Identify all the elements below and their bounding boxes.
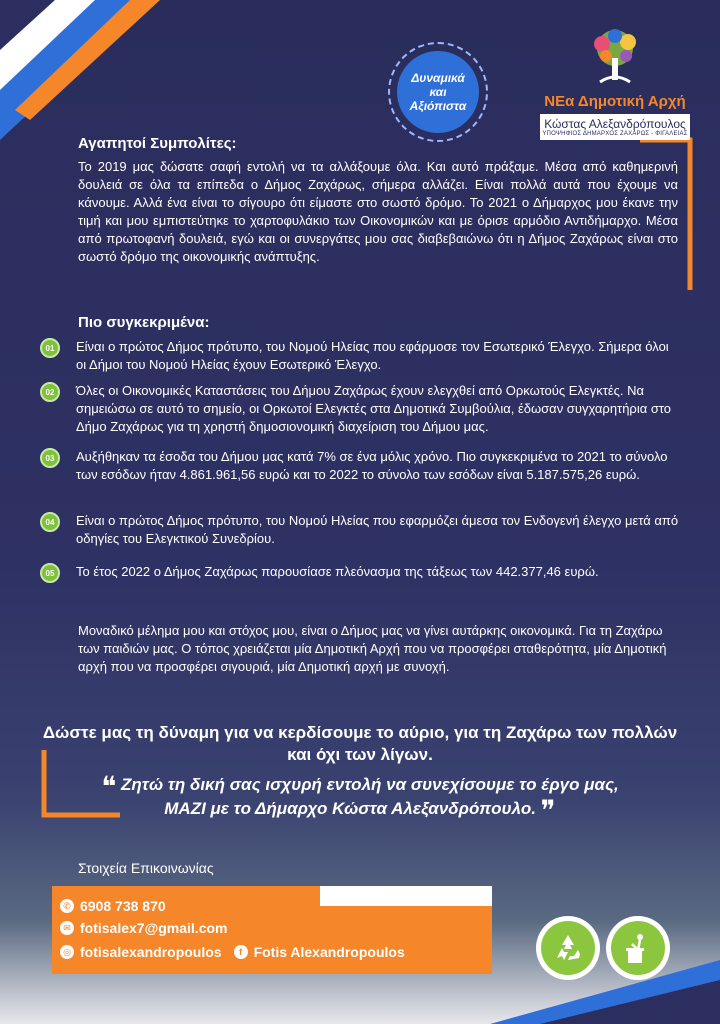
closing-paragraph: Μοναδικό μέλημα μου και στόχος μου, είναι ο Δήμος μας να γίνει αυτάρκης οικονομικά. Για τη Ζαχάρω των παιδιών μας. Ο τόπος χρειάζεται μία Δημοτική Αρχή που να προσφέρει σταθερότητα, μία Δημοτική αρχή που να προσφέρει σιγουριά, μία Δημοτική αρχή με συνοχή. [78,623,667,674]
quote-line1: Ζητώ τη δική σας ισχυρή εντολή να συνεχίσουμε το έργο μας, [121,775,619,794]
contact-box-accent [320,886,492,906]
list-item [40,448,680,484]
list-item [40,382,680,436]
phone-number: 6908 738 870 [80,898,166,914]
recycle-badge [536,916,600,980]
quote-block [40,771,680,826]
intro-paragraph: Το 2019 μας δώσατε σαφή εντολή να τα αλλάξουμε όλα. Και αυτό πράξαμε. Μέσα από καθημερινή δουλειά σε όλα τα επίπεδα ο Δήμος Ζαχάρως, σήμερα αλλάζει. Είναι πολλά αυτά που έχουμε να κάνουμε. Αλλά ένα είναι το σίγουρο ότι είμαστε στο σωστό δρόμο. Το 2021 ο Δήμαρχος μου έκανε την τιμή και μου εμπιστεύτηκε το χαρτοφυλάκιο των Οικονομικών και με όρισε αρμόδιο Αντιδήμαρχο. Μέσα από πρωτοφανή δουλειά, εγώ και οι συνεργάτες μου σας διαβεβαιώνω ότι η Δήμος Ζαχάρως είναι στο σωστό δρόμο της οικονομικής ανάπτυξης. [78,159,678,264]
facebook-icon: f [234,945,248,959]
greeting-heading: Αγαπητοί Συμπολίτες: [78,135,237,152]
item-number-badge: 05 [40,563,60,583]
section-title: Πιο συγκεκριμένα: [78,314,210,331]
list-item [40,338,680,374]
item-text: Το έτος 2022 ο Δήμος Ζαχάρως παρουσίασε πλεόνασμα της τάξεως των 442.377,46 ευρώ. [76,564,599,579]
trash-badge [606,916,670,980]
slogan-badge [388,42,488,142]
phone-row[interactable] [60,898,166,914]
badge-line1: Δυναμικά [411,71,465,85]
item-text: Είναι ο πρώτος Δήμος πρότυπο, του Νομού Ηλείας που εφαρμόζει άμεσα τον Ενδογενή έλεγχο μετά από οδηγίες του Ελεγκτικού Συνεδρίου. [76,513,679,546]
call-to-action: Δώστε μας τη δύναμη για να κερδίσουμε το αύριο, για τη Ζαχάρω των πολλών και όχι των λίγων. [42,723,678,764]
close-quote-icon: ❞ [540,795,556,826]
contact-heading: Στοιχεία Επικοινωνίας [78,860,214,876]
list-item [40,563,680,583]
facebook-handle[interactable]: Fotis Alexandropoulos [253,944,405,960]
item-text: Αυξήθηκαν τα έσοδα του Δήμου μας κατά 7% σε ένα μόλις χρόνο. Πιο συγκεκριμένα το 2021 το σύνολο των εσόδων ήταν 4.861.961,56 ευρώ και το 2022 το σύνολο των εσόδων είναι 5.187.575,26 ευρώ. [76,449,668,482]
logo-subtitle: ΥΠΟΨΗΦΙΟΣ ΔΗΜΑΡΧΟΣ ΖΑΧΑΡΩΣ - ΦΙΓΑΛΕΙΑΣ [542,131,688,137]
party-logo [540,28,690,140]
instagram-handle[interactable]: fotisalexandropoulos [80,944,222,960]
item-text: Είναι ο πρώτος Δήμος πρότυπο, του Νομού Ηλείας που εφάρμοσε τον Εσωτερικό Έλεγχο. Σήμερα όλοι οι Δήμοι του Νομού Ηλείας έχουν Εσωτερικό Έλεγχο. [76,339,669,372]
instagram-icon: ◎ [60,945,74,959]
item-number-badge: 01 [40,338,60,358]
logo-name: Κώστας Αλεξανδρόπουλος [544,117,686,131]
tree-logo-icon [580,28,650,84]
open-quote-icon: ❝ [101,771,117,802]
trash-icon [620,930,656,966]
email-address: fotisalex7@gmail.com [80,920,228,936]
item-text: Όλες οι Οικονομικές Καταστάσεις του Δήμου Ζαχάρως έχουν ελεγχθεί από Ορκωτούς Ελεγκτές. Να σημειώσω σε αυτό το σημείο, οι Ορκωτοί Ελεγκτές στα Δημοτικά Συμβούλια, έδωσαν συγχαρητήρια στο Δήμο Ζαχάρως για τη χρηστή δημοσιονομική διαχείριση του Δήμου μας. [76,383,672,434]
logo-title: ΝΕα Δημοτική Αρχή [544,93,686,110]
badge-line2: και [429,85,447,99]
list-item [40,512,680,548]
quote-line2: ΜΑΖΙ με το Δήμαρχο Κώστα Αλεξανδρόπουλο. [164,799,536,818]
social-row [60,944,405,960]
email-row[interactable] [60,920,227,936]
phone-icon: ✆ [60,899,74,913]
item-number-badge: 02 [40,382,60,402]
badge-line3: Αξιόπιστα [409,99,467,113]
recycle-icon [550,930,586,966]
item-number-badge: 04 [40,512,60,532]
email-icon: ✉ [60,921,74,935]
item-number-badge: 03 [40,448,60,468]
